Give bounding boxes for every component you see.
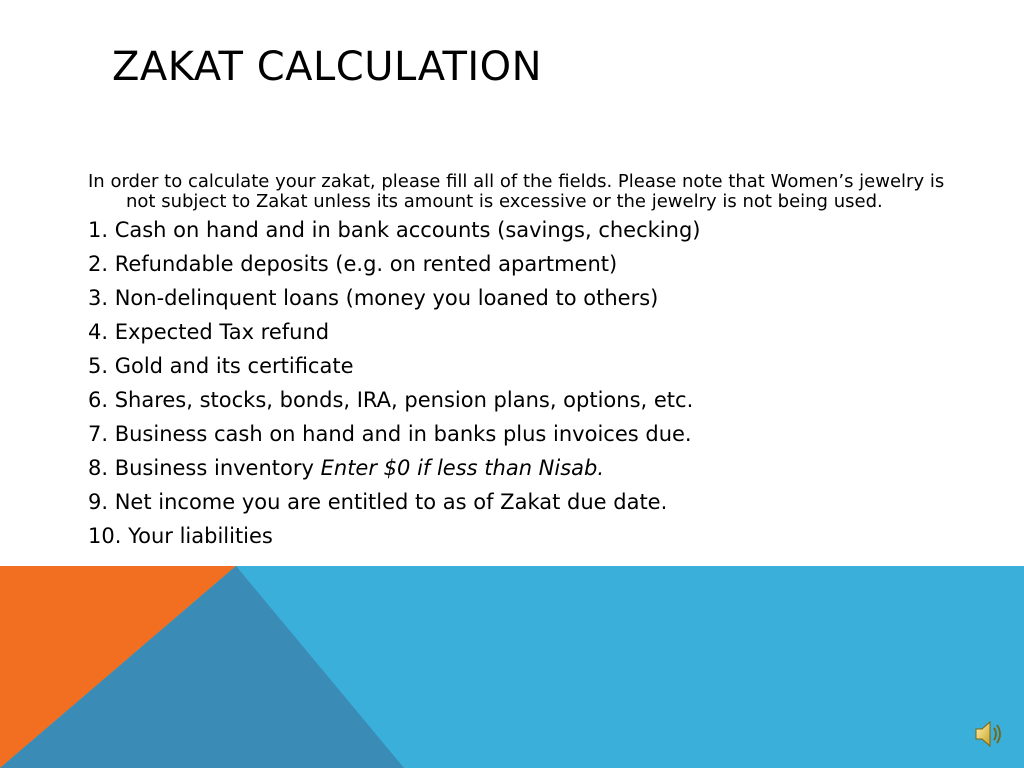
content-body (88, 172, 958, 558)
list-item: 10. Your liabilities (88, 524, 273, 548)
list-item: 9. Net income you are entitled to as of Zakat due date. (88, 490, 668, 514)
list-item: 8. Business inventory Enter $0 if less than Nisab. (88, 456, 605, 480)
item-list (88, 218, 958, 548)
slide-title: ZAKAT CALCULATION (112, 44, 543, 90)
nisab-note: Enter $0 if less than Nisab. (320, 456, 605, 480)
list-item: 6. Shares, stocks, bonds, IRA, pension plans, options, etc. (88, 388, 694, 412)
list-item: 1. Cash on hand and in bank accounts (savings, checking) (88, 218, 701, 242)
list-item: 7. Business cash on hand and in banks plus invoices due. (88, 422, 692, 446)
speaker-icon[interactable] (972, 716, 1008, 752)
list-item: 3. Non-delinquent loans (money you loaned to others) (88, 286, 659, 310)
list-item: 4. Expected Tax refund (88, 320, 330, 344)
list-item: 5. Gold and its certificate (88, 354, 354, 378)
list-item: 2. Refundable deposits (e.g. on rented apartment) (88, 252, 618, 276)
intro-text: In order to calculate your zakat, please fill all of the fields. Please note that Women’s jewelry is not subject to Zakat unless its amount is excessive or the jewelry is not being used. (88, 171, 945, 212)
